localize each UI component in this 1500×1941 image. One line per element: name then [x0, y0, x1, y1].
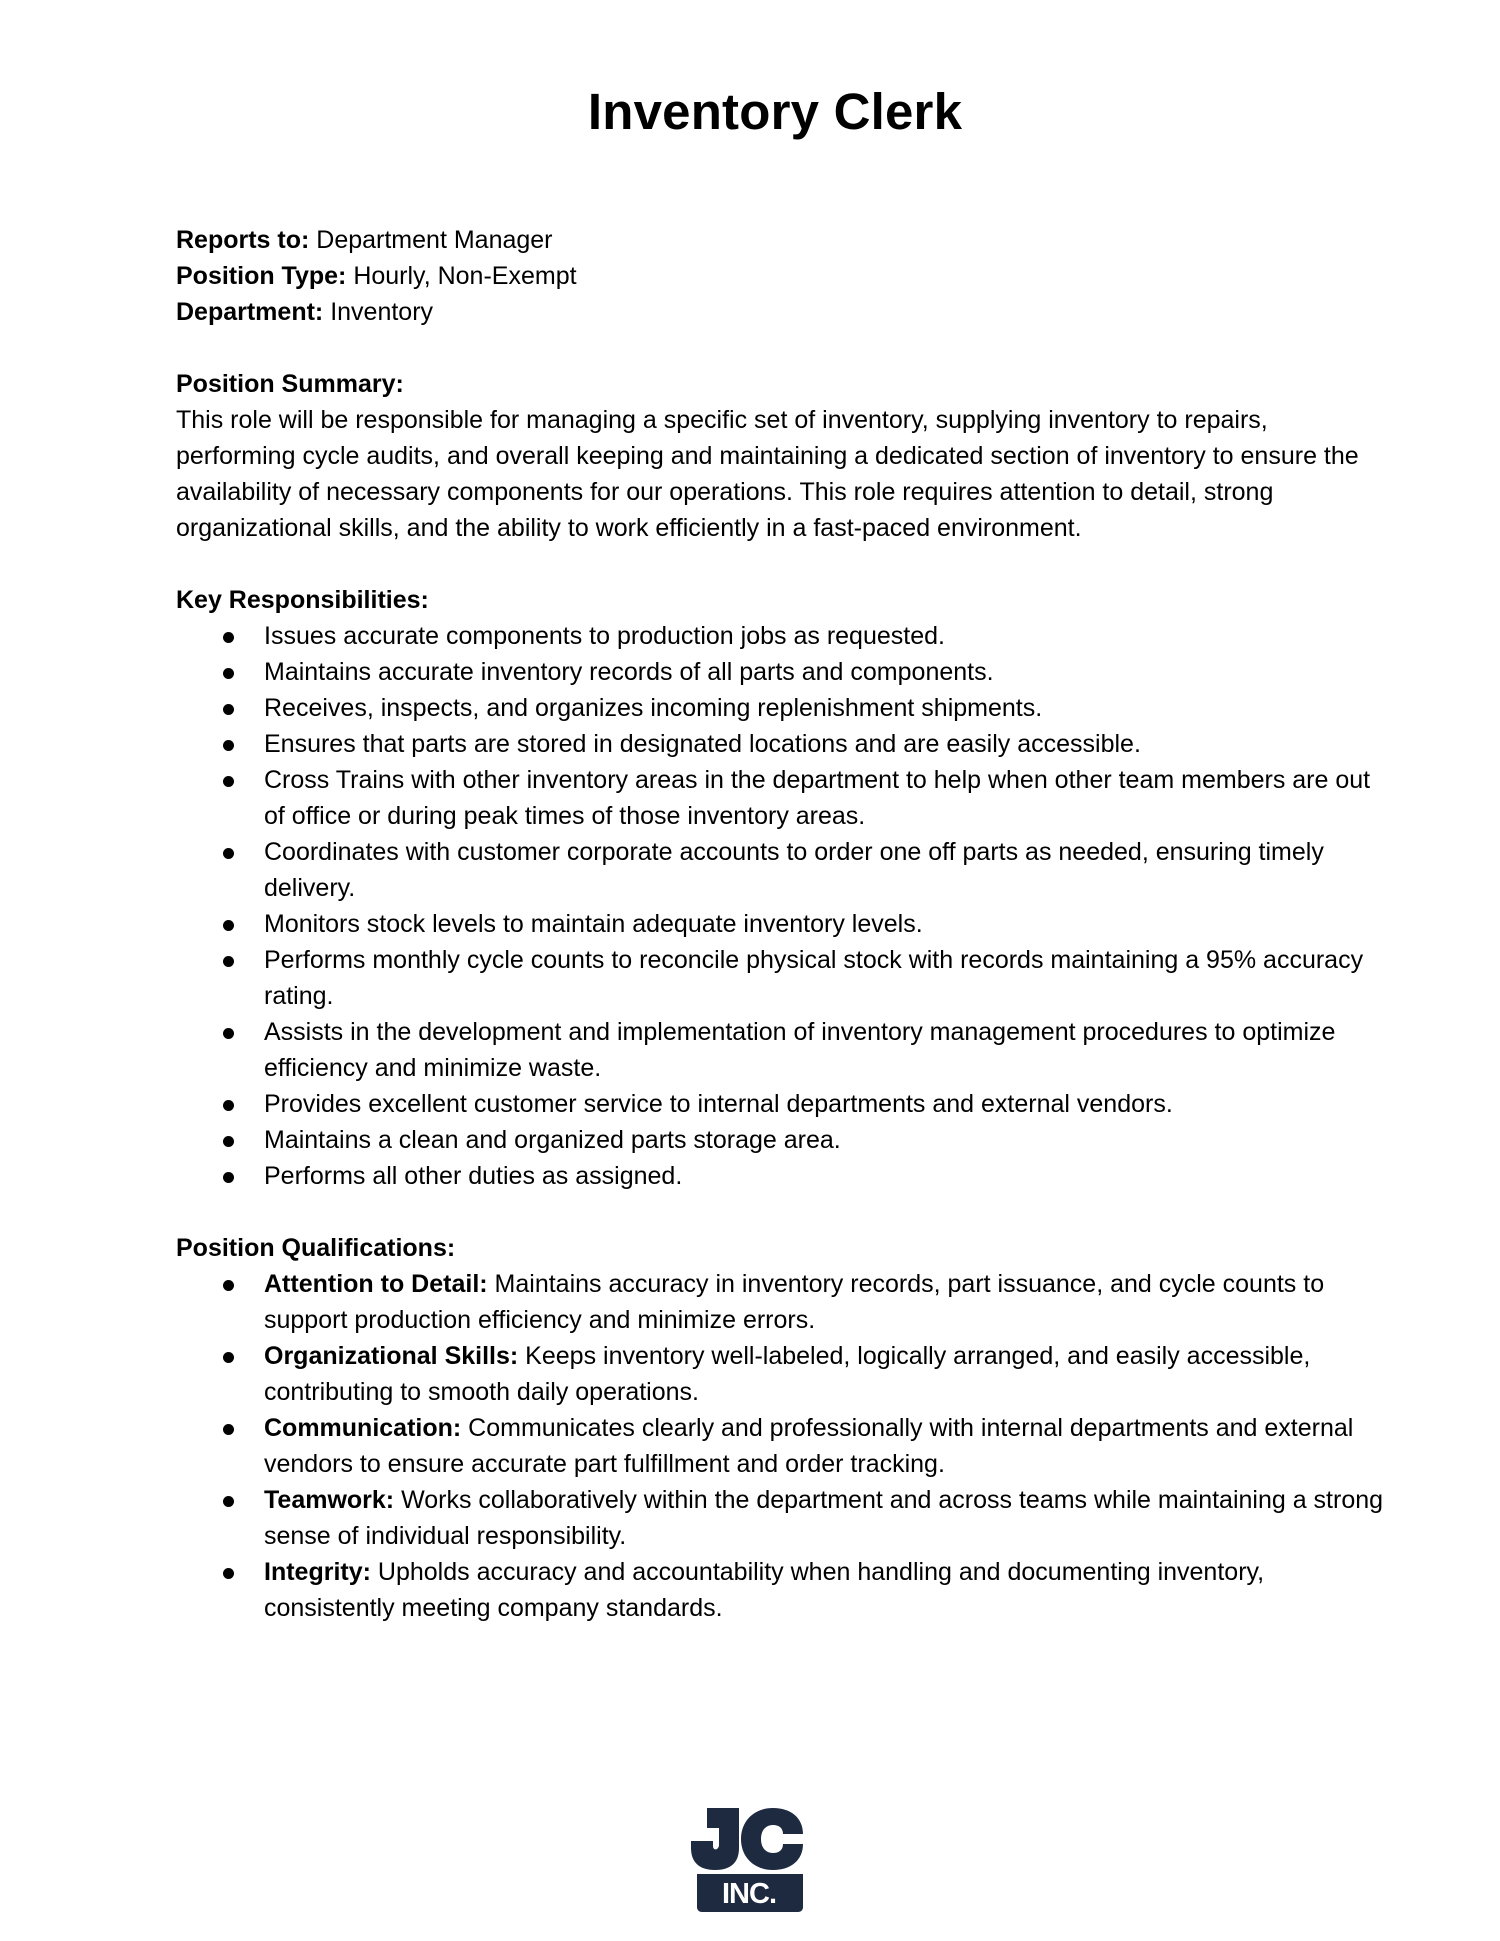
reports-to-line — [176, 222, 1386, 258]
list-item — [176, 762, 1386, 834]
list-item — [176, 1482, 1386, 1554]
responsibility-text: Assists in the development and implementation of inventory management procedures to optimize efficiency and minimize waste. — [264, 1018, 1336, 1082]
jc-inc-logo-icon — [689, 1808, 805, 1913]
meta-value: Inventory — [323, 298, 434, 326]
bullet-icon — [223, 632, 234, 643]
bullet-icon — [223, 1568, 234, 1579]
bullet-icon — [223, 1172, 234, 1183]
qualification-label: Communication: — [264, 1414, 462, 1442]
responsibility-text: Performs monthly cycle counts to reconcile physical stock with records maintaining a 95% accuracy rating. — [264, 946, 1364, 1010]
meta-value: Department Manager — [309, 226, 553, 254]
responsibilities-section — [176, 582, 1386, 1194]
qualification-text: Maintains accuracy in inventory records, part issuance, and cycle counts to support production efficiency and minimize errors. — [264, 1270, 1325, 1334]
bullet-icon — [223, 1028, 234, 1039]
department-line — [176, 294, 1386, 330]
list-item — [176, 942, 1386, 1014]
summary-text: This role will be responsible for managing a specific set of inventory, supplying inventory to repairs, performing cycle audits, and overall keeping and maintaining a dedicated section of inventory to ensure the availability of necessary components for our operations. This role requires attention to detail, strong organizational skills, and the ability to work efficiently in a fast-paced environment. — [176, 406, 1359, 542]
position-type-line — [176, 258, 1386, 294]
bullet-icon — [223, 668, 234, 679]
qualification-text: Keeps inventory well-labeled, logically arranged, and easily accessible, contributing to smooth daily operations. — [264, 1342, 1311, 1406]
list-item — [176, 1086, 1386, 1122]
list-item — [176, 1266, 1386, 1338]
bullet-icon — [223, 848, 234, 859]
meta-label: Reports to: — [176, 226, 310, 254]
list-item — [176, 1122, 1386, 1158]
qualification-label: Attention to Detail: — [264, 1270, 488, 1298]
responsibility-text: Maintains a clean and organized parts storage area. — [264, 1126, 841, 1154]
qualification-text: Works collaboratively within the department and across teams while maintaining a strong sense of individual responsibility. — [264, 1486, 1384, 1550]
responsibility-text: Provides excellent customer service to internal departments and external vendors. — [264, 1090, 1173, 1118]
summary-section — [176, 366, 1386, 546]
document-body — [176, 222, 1386, 1626]
list-item — [176, 1014, 1386, 1086]
responsibility-text: Cross Trains with other inventory areas in the department to help when other team members are out of office or during peak times of those inventory areas. — [264, 766, 1371, 830]
bullet-icon — [223, 1100, 234, 1111]
meta-value: Hourly, Non-Exempt — [346, 262, 577, 290]
list-item — [176, 1338, 1386, 1410]
meta-block — [176, 222, 1386, 330]
qualifications-section — [176, 1230, 1386, 1626]
responsibility-text: Issues accurate components to production jobs as requested. — [264, 622, 945, 650]
qualification-label: Teamwork: — [264, 1486, 395, 1514]
logo-text: INC. — [722, 1878, 776, 1910]
bullet-icon — [223, 1424, 234, 1435]
responsibility-text: Monitors stock levels to maintain adequate inventory levels. — [264, 910, 923, 938]
bullet-icon — [223, 1496, 234, 1507]
meta-label: Department: — [176, 298, 324, 326]
responsibility-text: Performs all other duties as assigned. — [264, 1162, 683, 1190]
bullet-icon — [223, 776, 234, 787]
bullet-icon — [223, 1280, 234, 1291]
responsibility-text: Coordinates with customer corporate accounts to order one off parts as needed, ensuring timely delivery. — [264, 838, 1324, 902]
qualification-label: Integrity: — [264, 1558, 371, 1586]
page-title: Inventory Clerk — [587, 83, 963, 140]
responsibilities-list — [176, 618, 1386, 1194]
responsibility-text: Ensures that parts are stored in designated locations and are easily accessible. — [264, 730, 1141, 758]
bullet-icon — [223, 740, 234, 751]
bullet-icon — [223, 1352, 234, 1363]
list-item — [176, 618, 1386, 654]
bullet-icon — [223, 920, 234, 931]
summary-heading: Position Summary: — [176, 370, 404, 398]
qualification-text: Upholds accuracy and accountability when handling and documenting inventory, consistently meeting company standards. — [264, 1558, 1265, 1622]
list-item — [176, 834, 1386, 906]
list-item — [176, 1554, 1386, 1626]
list-item — [176, 726, 1386, 762]
qualifications-heading: Position Qualifications: — [176, 1234, 456, 1262]
bullet-icon — [223, 956, 234, 967]
qualification-text: Communicates clearly and professionally with internal departments and external vendors to ensure accurate part fulfillment and order tracking. — [264, 1414, 1354, 1478]
list-item — [176, 690, 1386, 726]
list-item — [176, 906, 1386, 942]
bullet-icon — [223, 1136, 234, 1147]
list-item — [176, 1158, 1386, 1194]
responsibilities-heading: Key Responsibilities: — [176, 586, 429, 614]
responsibility-text: Receives, inspects, and organizes incoming replenishment shipments. — [264, 694, 1043, 722]
responsibility-text: Maintains accurate inventory records of all parts and components. — [264, 658, 994, 686]
bullet-icon — [223, 704, 234, 715]
qualification-label: Organizational Skills: — [264, 1342, 519, 1370]
meta-label: Position Type: — [176, 262, 347, 290]
qualifications-list — [176, 1266, 1386, 1626]
list-item — [176, 1410, 1386, 1482]
list-item — [176, 654, 1386, 690]
